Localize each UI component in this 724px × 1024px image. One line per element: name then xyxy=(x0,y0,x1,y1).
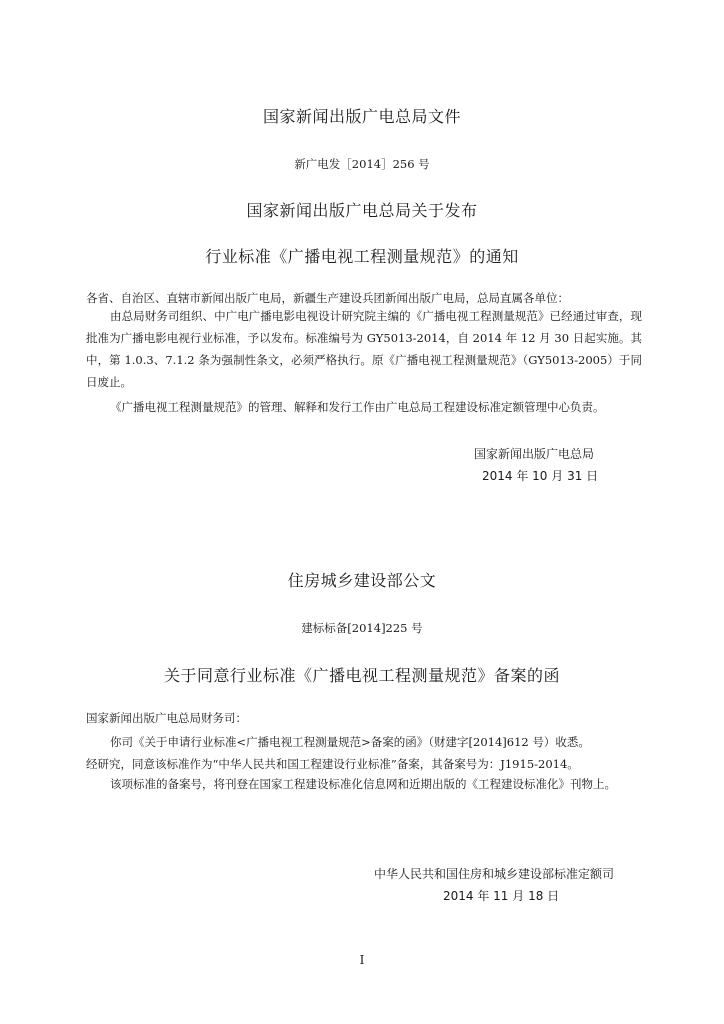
doc1-date: 2014 年 10 月 31 日 xyxy=(482,469,599,483)
doc2-addressee: 国家新闻出版广电总局财务司： xyxy=(86,711,247,725)
doc1-signature: 国家新闻出版广电总局 xyxy=(474,447,595,461)
doc1-subtitle-line1: 国家新闻出版广电总局关于发布 xyxy=(246,201,478,220)
doc1-title: 国家新闻出版广电总局文件 xyxy=(262,107,461,126)
doc1-doc-number: 新广电发［2014］256 号 xyxy=(294,157,430,171)
doc2-body-line2: 经研究，同意该标准作为“中华人民共和国工程建设行业标准”备案，其备案号为：J1915-2014。 xyxy=(86,757,579,771)
doc1-subtitle-line2: 行业标准《广播电视工程测量规范》的通知 xyxy=(205,247,519,266)
doc2-body-para2: 该项标准的备案号，将刊登在国家工程建设标准化信息网和近期出版的《工程建设标准化》刊物上。 xyxy=(110,777,616,791)
doc2-subtitle: 关于同意行业标准《广播电视工程测量规范》备案的函 xyxy=(163,666,560,685)
doc2-signature: 中华人民共和国住房和城乡建设部标准定额司 xyxy=(374,867,615,881)
doc1-addressee: 各省、自治区、直辖市新闻出版广电局，新疆生产建设兵团新闻出版广电局，总局直属各单位： xyxy=(86,291,569,305)
doc2-body-line1: 你司《关于申请行业标准<广播电视工程测量规范>备案的函》（财建字[2014]612 号）收悉。 xyxy=(110,735,590,749)
doc2-title: 住房城乡建设部公文 xyxy=(287,571,437,590)
doc2-date: 2014 年 11 月 18 日 xyxy=(443,889,560,903)
doc1-body-para1: 由总局财务司组织、中广电广播电影电视设计研究院主编的《广播电视工程测量规范》已经通过审查，现批准为广播电影电视行业标准，予以发布。标准编号为 GY5013-2014，自 2014 年 12 月 30 日起实施。其中，第 1.0.3、7.1.2 条为强制性条文，必须严格执行。原《广播电视工程测量规范》（GY5013-2005）于同日废止。 xyxy=(86,309,642,389)
doc2-doc-number: 建标标备[2014]225 号 xyxy=(301,621,423,635)
doc1-body-para2: 《广播电视工程测量规范》的管理、解释和发行工作由广电总局工程建设标准定额管理中心负责。 xyxy=(110,400,605,414)
page-number: I xyxy=(359,953,365,967)
